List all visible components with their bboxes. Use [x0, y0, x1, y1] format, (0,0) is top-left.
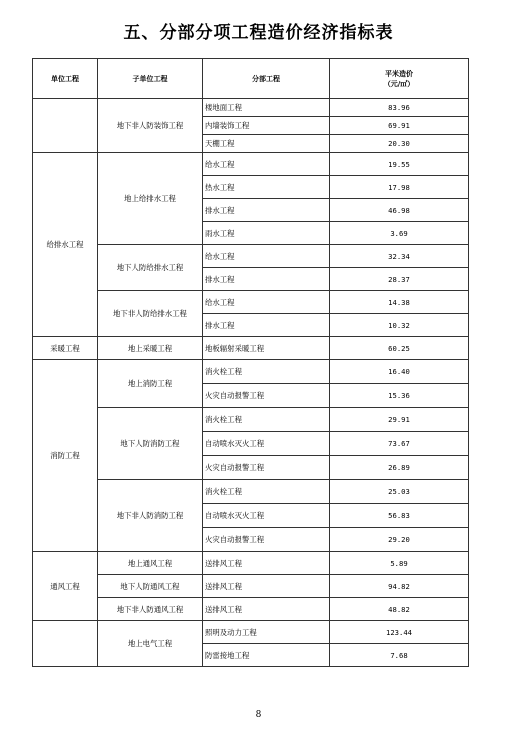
table-row	[33, 575, 469, 598]
unit-cell: 给排水工程	[33, 153, 98, 337]
unit-cost-cell: 25.03	[330, 480, 469, 504]
division-cell: 消火栓工程	[203, 480, 330, 504]
sub-unit-cell: 地下人防给排水工程	[98, 245, 203, 291]
sub-unit-cell: 地下非人防给排水工程	[98, 291, 203, 337]
unit-cell: 通风工程	[33, 552, 98, 621]
division-cell: 自动喷水灭火工程	[203, 504, 330, 528]
table-row	[33, 621, 469, 644]
unit-cost-cell: 48.82	[330, 598, 469, 621]
division-cell: 排水工程	[203, 314, 330, 337]
unit-cell-blank	[33, 621, 98, 667]
unit-cost-cell: 19.55	[330, 153, 469, 176]
unit-cost-cell: 26.89	[330, 456, 469, 480]
sub-unit-cell: 地上消防工程	[98, 360, 203, 408]
unit-cost-cell: 32.34	[330, 245, 469, 268]
unit-cost-cell: 5.89	[330, 552, 469, 575]
table-row	[33, 99, 469, 117]
sub-unit-cell: 地上电气工程	[98, 621, 203, 667]
division-cell: 送排风工程	[203, 575, 330, 598]
division-cell: 天棚工程	[203, 135, 330, 153]
table-row	[33, 153, 469, 176]
header-unit-cost	[330, 59, 469, 99]
unit-cost-cell: 14.38	[330, 291, 469, 314]
division-cell: 送排风工程	[203, 552, 330, 575]
unit-cost-cell: 73.67	[330, 432, 469, 456]
division-cell: 消火栓工程	[203, 408, 330, 432]
table-row	[33, 291, 469, 314]
table-row	[33, 360, 469, 384]
sub-unit-cell: 地下非人防通风工程	[98, 598, 203, 621]
unit-cost-cell: 56.83	[330, 504, 469, 528]
unit-cell: 采暖工程	[33, 337, 98, 360]
division-cell: 排水工程	[203, 199, 330, 222]
unit-cell-blank	[33, 99, 98, 153]
sub-unit-cell: 地上给排水工程	[98, 153, 203, 245]
unit-cost-cell: 17.98	[330, 176, 469, 199]
division-cell: 给水工程	[203, 153, 330, 176]
table-row	[33, 408, 469, 432]
sub-unit-cell: 地上通风工程	[98, 552, 203, 575]
page-title: 五、分部分项工程造价经济指标表	[123, 23, 394, 43]
unit-cost-cell: 60.25	[330, 337, 469, 360]
division-cell: 火灾自动报警工程	[203, 456, 330, 480]
unit-cost-cell: 83.96	[330, 99, 469, 117]
unit-cost-cell: 7.68	[330, 644, 469, 667]
header-unit-project: 单位工程	[33, 59, 98, 99]
sub-unit-cell: 地上采暖工程	[98, 337, 203, 360]
header-division-project: 分部工程	[203, 59, 330, 99]
table-row	[33, 337, 469, 360]
sub-unit-cell: 地下非人防消防工程	[98, 480, 203, 552]
table-row	[33, 480, 469, 504]
sub-unit-cell: 地下人防通风工程	[98, 575, 203, 598]
division-cell: 雨水工程	[203, 222, 330, 245]
sub-unit-cell: 地下人防消防工程	[98, 408, 203, 480]
unit-cost-cell: 28.37	[330, 268, 469, 291]
sub-unit-cell: 地下非人防装饰工程	[98, 99, 203, 153]
division-cell: 内墙装饰工程	[203, 117, 330, 135]
header-unit-cost-line1: 平米造价	[385, 69, 413, 78]
division-cell: 楼地面工程	[203, 99, 330, 117]
division-cell: 自动喷水灭火工程	[203, 432, 330, 456]
unit-cost-cell: 29.91	[330, 408, 469, 432]
division-cell: 排水工程	[203, 268, 330, 291]
table-row	[33, 245, 469, 268]
division-cell: 地板辐射采暖工程	[203, 337, 330, 360]
division-cell: 给水工程	[203, 291, 330, 314]
header-sub-unit-project: 子单位工程	[98, 59, 203, 99]
page-number: 8	[255, 710, 262, 720]
cost-index-table	[32, 58, 469, 667]
unit-cost-cell: 29.20	[330, 528, 469, 552]
unit-cell: 消防工程	[33, 360, 98, 552]
division-cell: 火灾自动报警工程	[203, 528, 330, 552]
unit-cost-cell: 123.44	[330, 621, 469, 644]
division-cell: 送排风工程	[203, 598, 330, 621]
unit-cost-cell: 16.40	[330, 360, 469, 384]
division-cell: 给水工程	[203, 245, 330, 268]
unit-cost-cell: 15.36	[330, 384, 469, 408]
division-cell: 防雷接地工程	[203, 644, 330, 667]
unit-cost-cell: 3.69	[330, 222, 469, 245]
unit-cost-cell: 69.91	[330, 117, 469, 135]
division-cell: 火灾自动报警工程	[203, 384, 330, 408]
unit-cost-cell: 46.98	[330, 199, 469, 222]
division-cell: 热水工程	[203, 176, 330, 199]
unit-cost-cell: 94.82	[330, 575, 469, 598]
table-row	[33, 552, 469, 575]
division-cell: 照明及动力工程	[203, 621, 330, 644]
unit-cost-cell: 20.30	[330, 135, 469, 153]
table-row	[33, 598, 469, 621]
unit-cost-cell: 10.32	[330, 314, 469, 337]
table-header-row	[33, 59, 469, 99]
header-unit-cost-line2: （元/㎡）	[383, 79, 415, 88]
division-cell: 消火栓工程	[203, 360, 330, 384]
